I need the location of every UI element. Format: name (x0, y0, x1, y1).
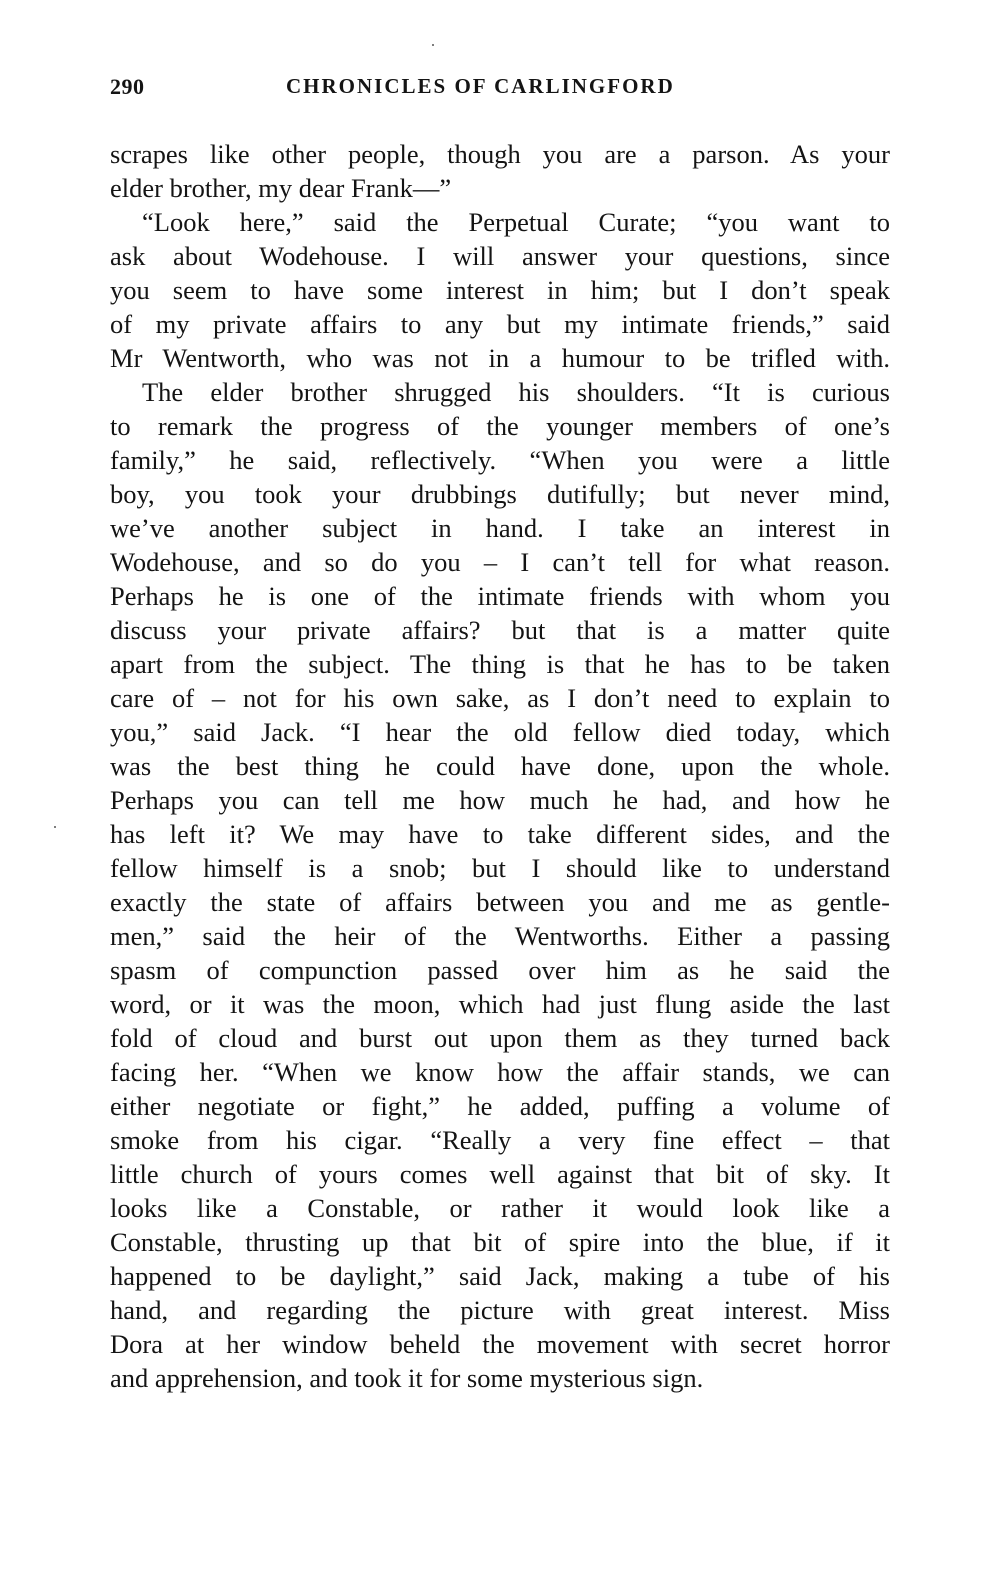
text-line: word, or it was the moon, which had just flung aside the last (110, 989, 890, 1019)
text-line: boy, you took your drubbings dutifully; but never mind, (110, 479, 890, 509)
running-head: CHRONICLES OF CARLINGFORD (286, 74, 675, 98)
text-line: Mr Wentworth, who was not in a humour to be trifled with. (110, 343, 890, 373)
text-line: fold of cloud and burst out upon them as they turned back (110, 1023, 890, 1053)
text-line: scrapes like other people, though you are a parson. As your (110, 139, 890, 169)
text-line: spasm of compunction passed over him as he said the (110, 955, 890, 985)
text-line: you seem to have some interest in him; but I don’t speak (110, 275, 890, 305)
text-line: ask about Wodehouse. I will answer your questions, since (110, 241, 890, 271)
text-line: of my private affairs to any but my intimate friends,” said (110, 309, 890, 339)
text-line: to remark the progress of the younger members of one’s (110, 411, 890, 441)
scan-speck (54, 826, 56, 828)
text-line: you,” said Jack. “I hear the old fellow died today, which (110, 717, 890, 747)
text-line: either negotiate or fight,” he added, puffing a volume of (110, 1091, 890, 1121)
text-line: looks like a Constable, or rather it would look like a (110, 1193, 890, 1223)
text-line: we’ve another subject in hand. I take an interest in (110, 513, 890, 543)
text-line: facing her. “When we know how the affair stands, we can (110, 1057, 890, 1087)
text-line: little church of yours comes well against that bit of sky. It (110, 1159, 890, 1189)
text-line: exactly the state of affairs between you and me as gentle- (110, 887, 890, 917)
text-line: Wodehouse, and so do you – I can’t tell for what reason. (110, 547, 890, 577)
text-line: men,” said the heir of the Wentworths. Either a passing (110, 921, 890, 951)
page-header (110, 74, 890, 104)
text-line: Constable, thrusting up that bit of spire into the blue, if it (110, 1227, 890, 1257)
text-line: family,” he said, reflectively. “When you were a little (110, 445, 890, 475)
text-line: Dora at her window beheld the movement with secret horror (110, 1329, 890, 1359)
text-line: Perhaps you can tell me how much he had, and how he (110, 785, 890, 815)
body-text (110, 137, 890, 1395)
text-line: has left it? We may have to take different sides, and the (110, 819, 890, 849)
scan-speck (432, 44, 434, 46)
text-line: smoke from his cigar. “Really a very fine effect – that (110, 1125, 890, 1155)
text-line: “Look here,” said the Perpetual Curate; “you want to (142, 207, 890, 237)
text-line: Perhaps he is one of the intimate friends with whom you (110, 581, 890, 611)
text-line: elder brother, my dear Frank—” (110, 173, 452, 203)
text-line: fellow himself is a snob; but I should like to understand (110, 853, 890, 883)
text-line: care of – not for his own sake, as I don’t need to explain to (110, 683, 890, 713)
page-number: 290 (110, 74, 145, 99)
text-line: discuss your private affairs? but that is a matter quite (110, 615, 890, 645)
text-line: The elder brother shrugged his shoulders. “It is curious (142, 377, 890, 407)
text-line: happened to be daylight,” said Jack, making a tube of his (110, 1261, 890, 1291)
text-line: apart from the subject. The thing is that he has to be taken (110, 649, 890, 679)
text-line: hand, and regarding the picture with great interest. Miss (110, 1295, 890, 1325)
text-line: was the best thing he could have done, upon the whole. (110, 751, 890, 781)
text-line: and apprehension, and took it for some mysterious sign. (110, 1363, 704, 1393)
